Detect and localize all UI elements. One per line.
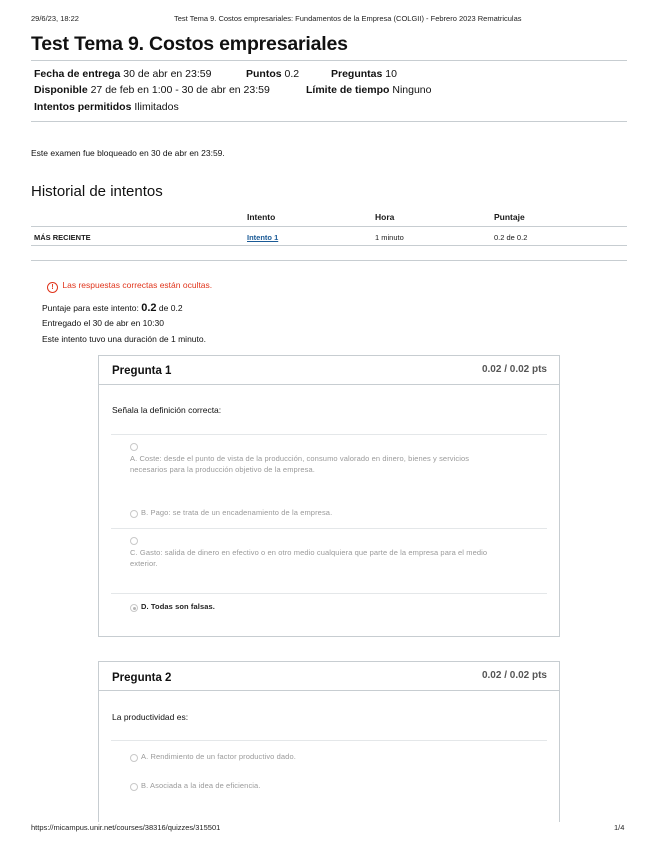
answer-1a: [130, 453, 469, 475]
hidden-answers-notice: [47, 280, 212, 293]
question-title-2: Pregunta 2: [112, 672, 172, 684]
answer-radio-1d[interactable]: [130, 604, 138, 612]
attempts-value: Ilimitados: [134, 101, 179, 113]
history-header-divider: [31, 226, 627, 227]
answer-1d: D. Todas son falsas.: [141, 602, 215, 611]
question-text-1: Señala la definición correcta:: [112, 405, 222, 415]
answer-1c-line1: C. Gasto: salida de dinero en efectivo o en otro medio cualquiera que parte de la empresa para el medio: [130, 548, 488, 557]
answer-1a-line2: necesarios para la producción objetivo de la empresa.: [130, 465, 315, 474]
print-url: https://micampus.unir.net/courses/38316/quizzes/315501: [31, 823, 221, 832]
attempt-score-suffix: de 0.2: [158, 303, 183, 313]
question-title-1: Pregunta 1: [112, 365, 172, 377]
attempts-allowed: [34, 101, 179, 113]
time-limit-value: Ninguno: [392, 84, 432, 96]
answer-1c: [130, 547, 487, 569]
attempt-link[interactable]: Intento 1: [247, 233, 279, 242]
answer-1b: B. Pago: se trata de un encadenamiento de la empresa.: [141, 508, 333, 517]
answer-1a-line1: A. Coste: desde el punto de vista de la producción, consumo valorado en dinero, bienes y servicios: [130, 454, 470, 463]
question-header-2: [99, 662, 559, 691]
quiz-title: Test Tema 9. Costos empresariales: [31, 33, 348, 55]
answer-radio-1c[interactable]: [130, 537, 138, 545]
availability-label: Disponible: [34, 84, 88, 96]
answer-radio-1a[interactable]: [130, 443, 138, 451]
answer-radio-2b[interactable]: [130, 783, 138, 791]
answer-divider: [111, 740, 547, 741]
due-date-label: Fecha de entrega: [34, 68, 121, 80]
answer-divider: [111, 434, 547, 435]
time-limit-label: Límite de tiempo: [306, 84, 390, 96]
attempt-score: [42, 302, 183, 314]
availability-value: 27 de feb en 1:00 - 30 de abr en 23:59: [90, 84, 270, 96]
history-bottom-divider: [31, 260, 627, 261]
meta-divider: [31, 121, 627, 122]
question-points-1: 0.02 / 0.02 pts: [481, 364, 547, 375]
answer-divider: [111, 528, 547, 529]
question-header-1: [99, 356, 559, 385]
submitted-at: Entregado el 30 de abr en 10:30: [42, 318, 164, 328]
history-col-attempt: Intento: [247, 212, 276, 222]
due-date: [34, 68, 211, 80]
print-page-title: Test Tema 9. Costos empresariales: Fundamentos de la Empresa (COLGII) - Febrero 2023 Rematriculas: [174, 14, 522, 23]
history-row-label: MÁS RECIENTE: [34, 233, 91, 242]
question-card-1: [98, 355, 560, 637]
questions-value: 10: [385, 68, 397, 80]
availability: [34, 84, 270, 96]
answer-radio-1b[interactable]: [130, 510, 138, 518]
answer-2a: A. Rendimiento de un factor productivo dado.: [141, 752, 296, 761]
history-row-divider: [31, 245, 627, 246]
history-col-score: Puntaje: [494, 212, 525, 222]
points-info: [246, 68, 299, 80]
answer-2b: B. Asociada a la idea de eficiencia.: [141, 781, 261, 790]
hidden-answers-text: Las respuestas correctas están ocultas.: [62, 280, 213, 290]
history-row-time: 1 minuto: [375, 233, 404, 242]
print-datetime: 29/6/23, 18:22: [31, 14, 79, 23]
attempt-score-prefix: Puntaje para este intento:: [42, 303, 139, 313]
question-text-2: La productividad es:: [112, 712, 189, 722]
points-value: 0.2: [284, 68, 300, 80]
question-points-2: 0.02 / 0.02 pts: [481, 670, 547, 681]
attempt-duration: Este intento tuvo una duración de 1 minuto.: [42, 334, 206, 344]
warning-icon: !: [47, 282, 58, 293]
questions-info: [331, 68, 397, 80]
title-divider: [31, 60, 627, 61]
history-col-time: Hora: [375, 212, 395, 222]
points-label: Puntos: [246, 68, 282, 80]
time-limit: [306, 84, 431, 96]
questions-label: Preguntas: [331, 68, 383, 80]
answer-1c-line2: exterior.: [130, 559, 158, 568]
print-page-number: 1/4: [614, 823, 625, 832]
history-row-score: 0.2 de 0.2: [494, 233, 528, 242]
history-heading: Historial de intentos: [31, 183, 163, 200]
locked-message: Este examen fue bloqueado en 30 de abr en 23:59.: [31, 148, 225, 158]
answer-radio-2a[interactable]: [130, 754, 138, 762]
attempt-score-value: 0.2: [141, 302, 157, 314]
answer-divider: [111, 593, 547, 594]
due-date-value: 30 de abr en 23:59: [123, 68, 212, 80]
attempts-label: Intentos permitidos: [34, 101, 132, 113]
question-card-2: [98, 661, 560, 822]
